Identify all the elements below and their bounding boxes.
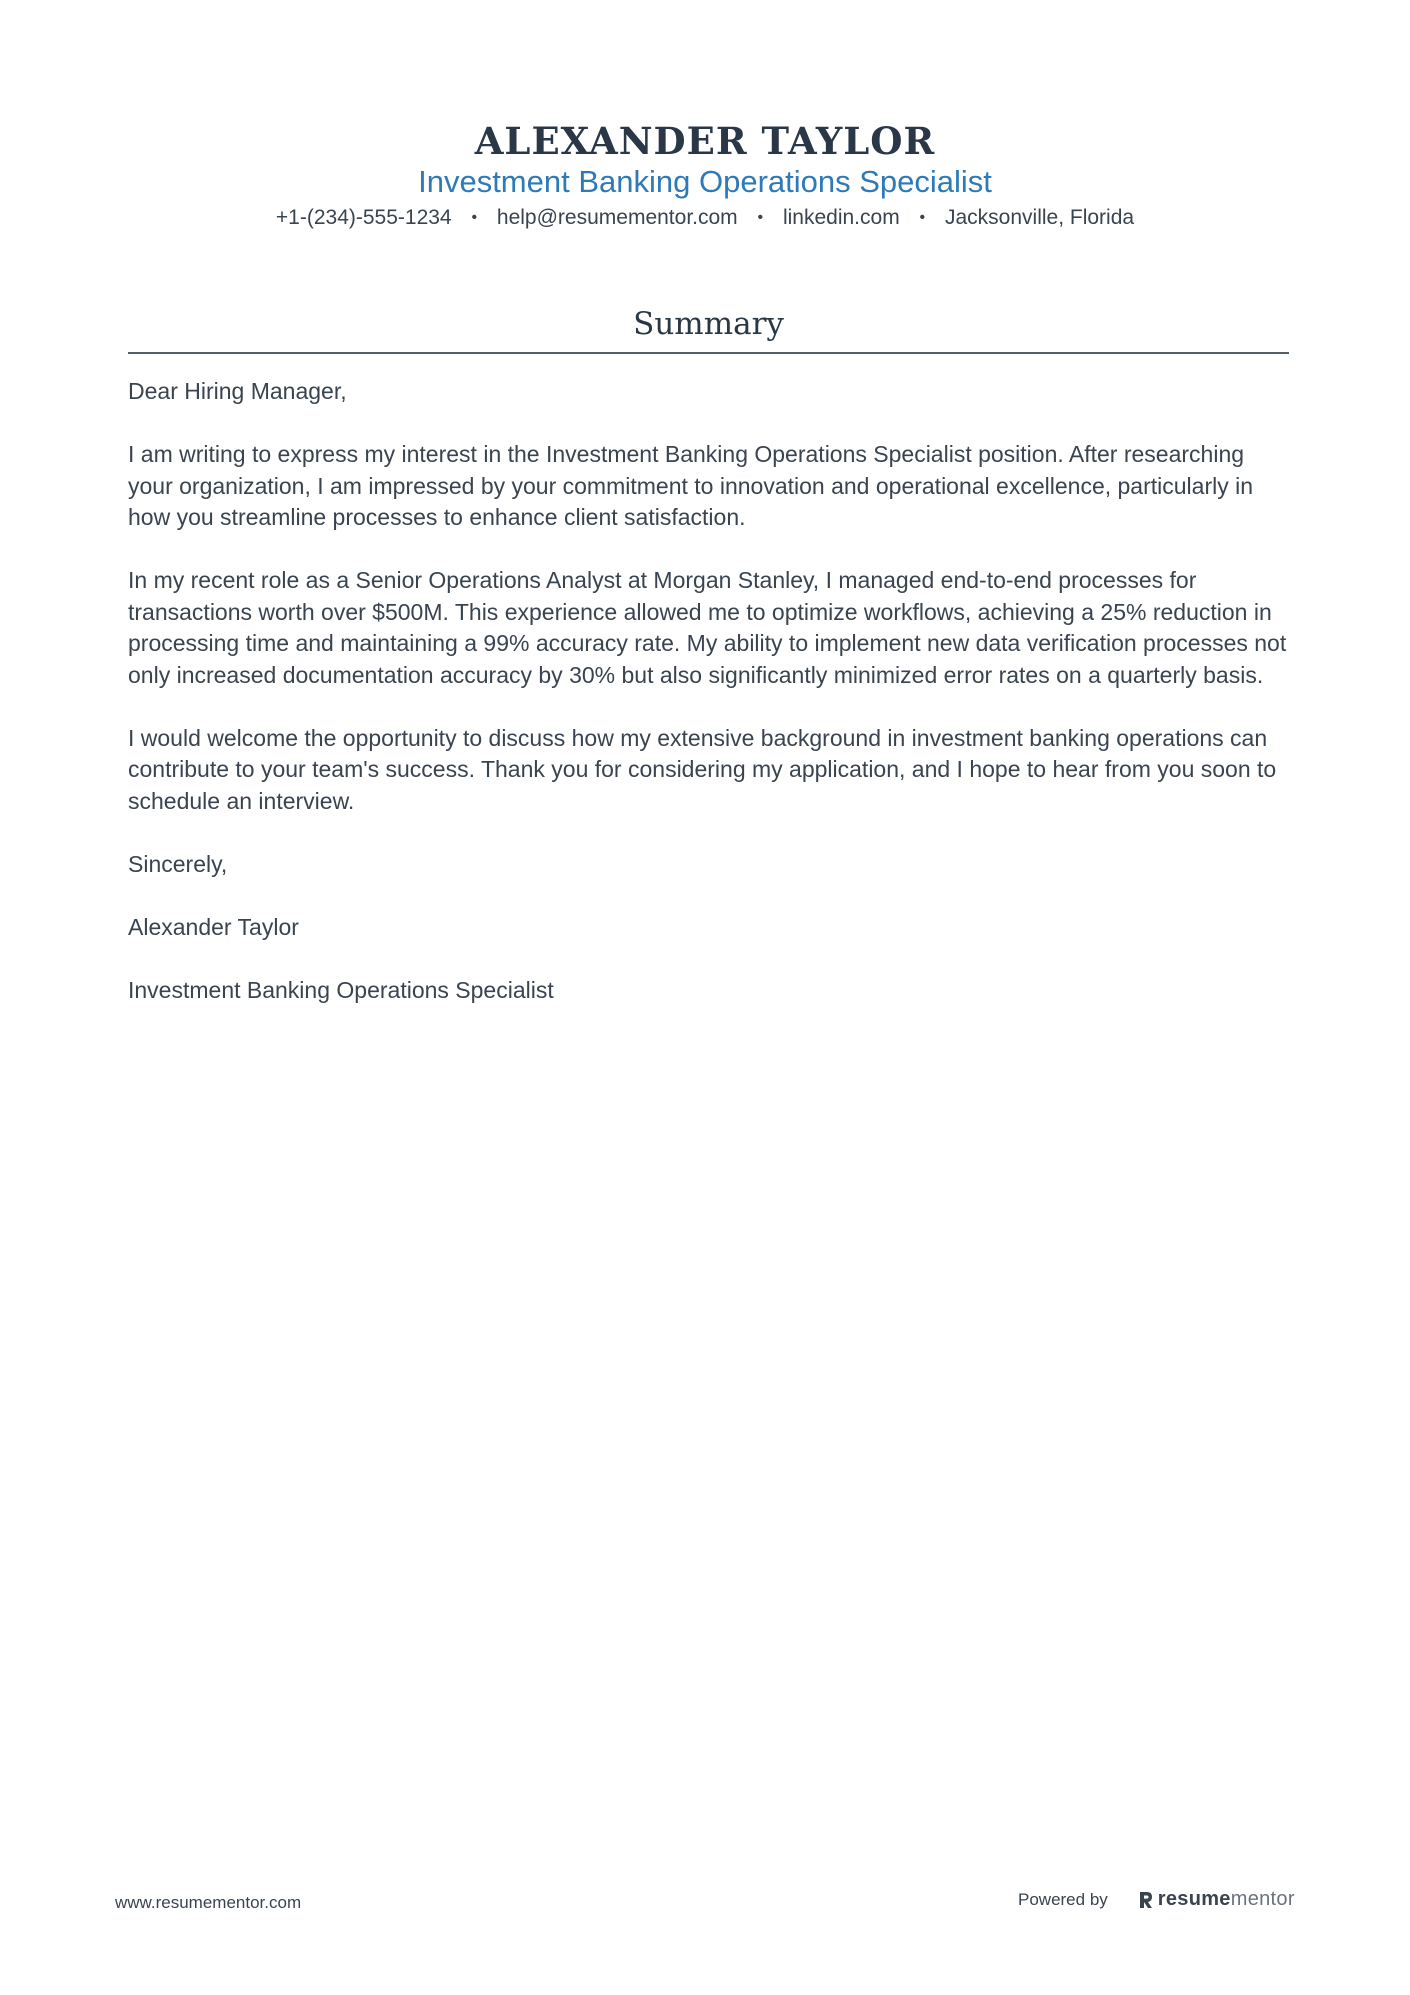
contact-email[interactable]: help@resumementor.com — [496, 206, 738, 229]
contact-linkedin[interactable]: linkedin.com — [782, 206, 900, 229]
letter-paragraph: I would welcome the opportunity to discuss how my extensive background in investment banking operations can contribute to your team's success. Thank you for considering my application, and I hope to hear from you soon to schedule an interview. — [128, 724, 1277, 814]
brand-name-light: mentor — [1230, 1888, 1295, 1910]
letter-closing: Sincerely, — [128, 850, 228, 877]
contact-phone: +1-(234)-555-1234 — [275, 206, 452, 229]
brand-logo[interactable] — [1138, 1888, 1295, 1911]
letter-body — [128, 376, 1289, 1006]
signature-name: Alexander Taylor — [128, 913, 299, 940]
section-title: Summary — [128, 304, 1289, 354]
powered-by-label: Powered by — [1018, 1889, 1108, 1909]
brand-name-bold: resume — [1157, 1888, 1231, 1910]
summary-section — [128, 304, 1289, 1038]
letter-paragraph: In my recent role as a Senior Operations Analyst at Morgan Stanley, I managed end-to-end processes for transactions worth over $500M. This experience allowed me to optimize workflows, achieving a 25% reduction in processing time and maintaining a 99% accuracy rate. My ability to implement new data verification processes not only increased documentation accuracy by 30% but also significantly minimized error rates on a quarterly basis. — [128, 567, 1287, 688]
footer-branding — [1018, 1888, 1295, 1911]
applicant-name: ALEXANDER TAYLOR — [474, 119, 936, 163]
contact-location: Jacksonville, Florida — [945, 206, 1135, 229]
contact-line — [0, 204, 1410, 232]
applicant-title: Investment Banking Operations Specialist — [418, 164, 992, 199]
contact-separator: • — [471, 209, 478, 226]
resumementor-logo-icon — [1138, 1890, 1154, 1910]
footer-website[interactable]: www.resumementor.com — [115, 1893, 302, 1912]
header — [0, 118, 1410, 232]
signature-title: Investment Banking Operations Specialist — [128, 976, 554, 1003]
contact-separator: • — [757, 209, 764, 226]
contact-separator: • — [919, 209, 926, 226]
letter-greeting: Dear Hiring Manager, — [128, 378, 347, 404]
letter-paragraph: I am writing to express my interest in the Investment Banking Operations Specialist position. After researching your organization, I am impressed by your commitment to innovation and operational excellence, particularly in how you streamline processes to enhance client satisfaction. — [128, 441, 1254, 530]
